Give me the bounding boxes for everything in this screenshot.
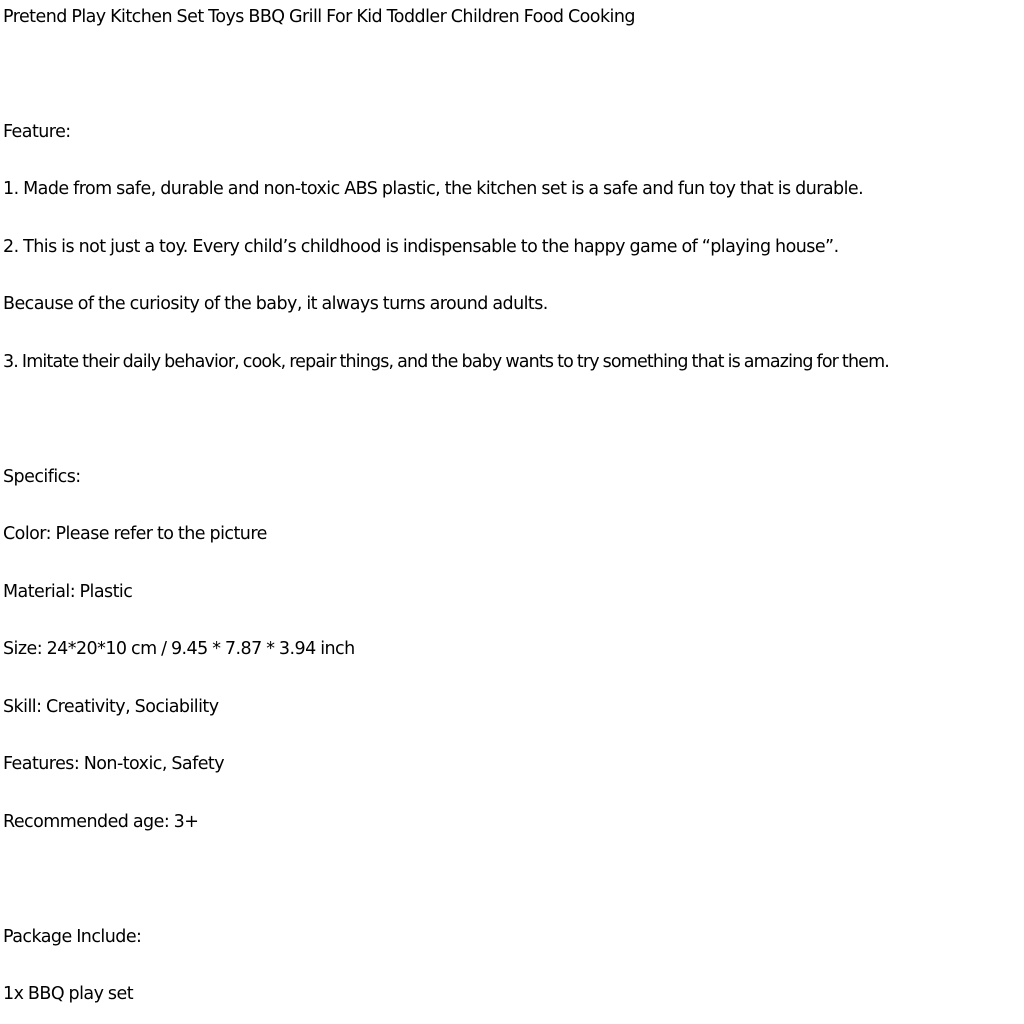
feature-heading: Feature: <box>3 122 71 142</box>
spec-skill: Skill: Creativity, Sociability <box>3 697 219 717</box>
spec-material: Material: Plastic <box>3 582 133 602</box>
specifics-heading: Specifics: <box>3 467 81 487</box>
package-heading: Package Include: <box>3 927 142 947</box>
feature-item-1: 1. Made from safe, durable and non-toxic ABS plastic, the kitchen set is a safe and fun toy that is durable. <box>3 179 864 199</box>
spec-recommended-age: Recommended age: 3+ <box>3 812 199 832</box>
feature-item-3: 3. Imitate their daily behavior, cook, repair things, and the baby wants to try something that is amazing for them. <box>3 352 890 372</box>
package-item: 1x BBQ play set <box>3 984 134 1004</box>
product-title: Pretend Play Kitchen Set Toys BBQ Grill For Kid Toddler Children Food Cooking <box>3 7 635 27</box>
feature-item-2: 2. This is not just a toy. Every child’s childhood is indispensable to the happy game of “playing house”. <box>3 237 839 257</box>
spec-features: Features: Non-toxic, Safety <box>3 754 225 774</box>
feature-item-2-continued: Because of the curiosity of the baby, it always turns around adults. <box>3 294 548 314</box>
spec-color: Color: Please refer to the picture <box>3 524 267 544</box>
spec-size: Size: 24*20*10 cm / 9.45 * 7.87 * 3.94 inch <box>3 639 355 659</box>
